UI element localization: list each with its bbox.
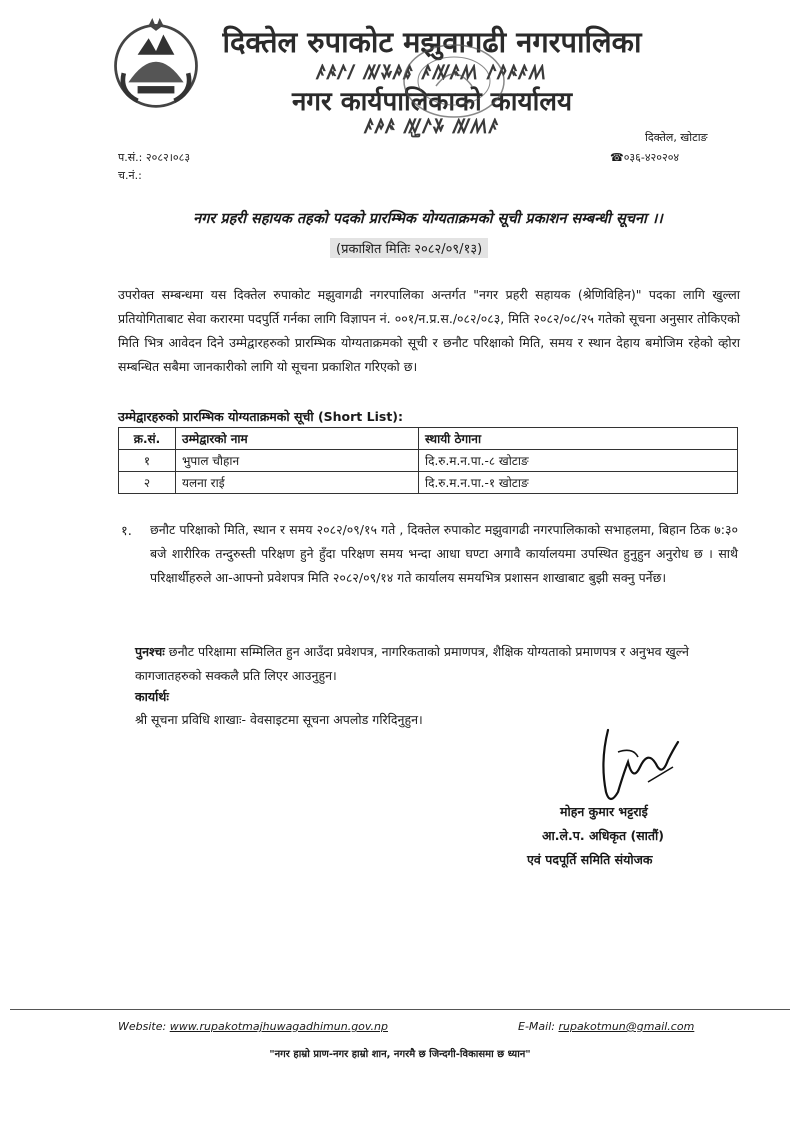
office-seal-stamp xyxy=(398,40,510,122)
footer-slogan: "नगर हाम्रो प्राण-नगर हाम्रो शान, नगरमै छ जिन्दगी-विकासमा छ ध्यान" xyxy=(269,1049,531,1060)
published-date: (प्रकाशित मितिः २०८२/०९/१३) xyxy=(330,238,488,258)
office-location: दिक्तेल, खोटाङ xyxy=(645,131,708,144)
footer-email xyxy=(518,1020,694,1033)
cell-name: यलना राई xyxy=(176,472,419,494)
for-action-line: श्री सूचना प्रविधि शाखाः- वेवसाइटमा सूचना अपलोड गरिदिनुहुन। xyxy=(135,712,423,727)
office-name-script: ꤰꤳꤴ ꤲ꤭ꤱꤸ ꤲꤵꤰ xyxy=(364,114,500,138)
footer-website xyxy=(118,1020,388,1033)
handwritten-signature xyxy=(578,722,688,807)
signatory-designation: आ.ले.प. अधिकृत (सातौं) xyxy=(542,828,664,843)
point-number: १. xyxy=(121,524,132,539)
shortlist-table xyxy=(118,427,738,494)
municipality-name-script: ꤰꤴꤱꤷ ꤲꤸꤳꤹ ꤰꤲꤴꤵ ꤱꤳꤴꤰꤵ xyxy=(316,60,548,84)
cell-serial: २ xyxy=(119,472,176,494)
postscript-text: छनौट परिक्षामा सम्मिलित हुन आउँदा प्रवेशपत्र, नागरिकताको प्रमाणपत्र, शैक्षिक योग्यताको प्रमाणपत्र र अनुभव खुल्ने कागजातहरुको सक्कलै प्रति लिएर आउनुहुन। xyxy=(135,644,689,683)
notice-title: नगर प्रहरी सहायक तहको पदको प्रारम्भिक योग्यताक्रमको सूची प्रकाशन सम्बन्धी सूचना ।। xyxy=(193,211,663,227)
dispatch-number: च.नं.: xyxy=(118,169,142,182)
cell-address: दि.रु.म.न.पा.-१ खोटाङ xyxy=(419,472,738,494)
email-link[interactable]: rupakotmun@gmail.com xyxy=(558,1020,695,1033)
table-row xyxy=(119,472,738,494)
municipality-name: दिक्तेल रुपाकोट मझुवागढी नगरपालिका xyxy=(222,25,642,59)
nepal-emblem-logo xyxy=(110,18,202,110)
for-action-label: कार्यार्थः xyxy=(135,689,169,704)
letter-number: प.सं.: २०८२।०८३ xyxy=(118,151,191,164)
website-label: Website: xyxy=(118,1020,170,1033)
office-name: नगर कार्यपालिकाको कार्यालय xyxy=(291,87,573,117)
cell-address: दि.रु.म.न.पा.-८ खोटाङ xyxy=(419,450,738,472)
table-header-row xyxy=(119,428,738,450)
notice-paragraph: उपरोक्त सम्बन्धमा यस दिक्तेल रुपाकोट मझुवागढी नगरपालिका अन्तर्गत "नगर प्रहरी सहायक (श्रेणिविहिन)" पदका लागि खुल्ला प्रतियोगिताबाट सेवा करारमा पदपुर्ति गर्नका लागि विज्ञापन नं. ००१/न.प्र.स./०८२/०८३, मिति २०८२/०८/२५ गतेको सूचना अनुसार तोकिएको मिति भित्र आवेदन दिने उम्मेद्वारहरुको प्रारम्भिक योग्यताक्रमको सूची र छनौट परिक्षाको मिति, समय र स्थान देहाय बमोजिम रहेको व्होरा सम्बन्धित सबैमा जानकारीको लागि यो सूचना प्रकाशित गरिएको छ। xyxy=(118,287,740,374)
signatory-role: एवं पदपूर्ति समिति संयोजक xyxy=(527,852,653,867)
footer-divider xyxy=(10,1009,790,1010)
column-header-serial: क्र.सं. xyxy=(119,428,176,450)
cell-name: भुपाल चौहान xyxy=(176,450,419,472)
postscript-label: पुनश्चः xyxy=(135,644,165,659)
signatory-name: मोहन कुमार भट्टराई xyxy=(560,804,648,819)
column-header-address: स्थायी ठेगाना xyxy=(419,428,738,450)
office-phone: ☎०३६-४२०२०४ xyxy=(610,151,680,164)
website-link[interactable]: www.rupakotmajhuwagadhimun.gov.np xyxy=(169,1020,388,1033)
point-text: छनौट परिक्षाको मिति, स्थान र समय २०८२/०९/१५ गते , दिक्तेल रुपाकोट मझुवागढी नगरपालिकाको सभाहलमा, बिहान ठिक ७:३० बजे शारीरिक तन्दुरुस्ती परिक्षण हुने हुँदा परिक्षण समय भन्दा आधा घण्टा अगावै कार्यालयमा उपस्थित हुनुहुन अनुरोध छ । साथै परिक्षार्थीहरुले आ-आफ्नो प्रवेशपत्र मिति २०८२/०९/१४ गते कार्यालय समयभित्र प्रशासन शाखाबाट बुझी सक्नु पर्नेछ। xyxy=(150,522,738,585)
postscript xyxy=(135,640,740,688)
cell-serial: १ xyxy=(119,450,176,472)
shortlist-heading: उम्मेद्वारहरुको प्रारम्भिक योग्यताक्रमको सूची (Short List): xyxy=(118,409,404,424)
table-row xyxy=(119,450,738,472)
email-label: E-Mail: xyxy=(518,1020,559,1033)
column-header-name: उम्मेद्वारको नाम xyxy=(176,428,419,450)
